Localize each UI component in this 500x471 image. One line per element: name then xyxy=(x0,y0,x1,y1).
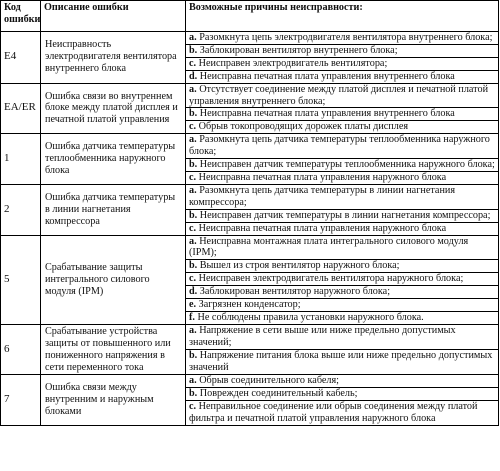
cause-text: Неисправна печатная плата управления внутреннего блока xyxy=(199,108,455,120)
table-row xyxy=(1,375,499,426)
error-code-cell: E4 xyxy=(1,32,41,84)
cause-letter: c. xyxy=(189,222,197,234)
cause-text: Разомкнута цепь электродвигателя вентилятора внутреннего блока; xyxy=(199,32,493,43)
cause-text: Не соблюдены правила установки наружного блока. xyxy=(197,311,424,323)
cause-item xyxy=(186,134,498,159)
error-code-cell: 7 xyxy=(1,375,41,426)
cause-text: Разомкнута цепь датчика температуры в линии нагнетания компрессора; xyxy=(189,184,456,208)
cause-letter: f. xyxy=(189,311,195,323)
cause-letter: d. xyxy=(189,286,198,298)
cause-text: Неисправен электродвигатель вентилятора наружного блока; xyxy=(198,273,464,285)
cause-text: Напряжение питания блока выше или ниже предельно допустимых значений xyxy=(189,349,493,373)
cause-item xyxy=(186,401,498,425)
cause-item xyxy=(186,32,498,45)
causes-cell xyxy=(186,83,499,134)
error-description-cell: Ошибка датчика температуры в линии нагнетания компрессора xyxy=(41,184,186,235)
cause-letter: b. xyxy=(189,260,198,272)
causes-cell xyxy=(186,32,499,84)
cause-text: Загрязнен конденсатор; xyxy=(198,299,301,311)
cause-letter: c. xyxy=(189,121,197,133)
cause-item xyxy=(186,375,498,388)
causes-cell xyxy=(186,235,499,324)
cause-text: Поврежден соединительный кабель; xyxy=(199,388,358,400)
cause-letter: c. xyxy=(189,57,197,69)
cause-letter: b. xyxy=(189,349,198,361)
cause-letter: b. xyxy=(189,44,198,56)
cause-letter: a. xyxy=(189,184,197,196)
cause-letter: c. xyxy=(189,401,197,413)
error-description-cell: Срабатывание устройства защиты от повышенного или пониженного напряжения в сети переменного тока xyxy=(41,324,186,375)
table-row xyxy=(1,32,499,84)
causes-cell xyxy=(186,184,499,235)
cause-item xyxy=(186,260,498,273)
cause-item xyxy=(186,350,498,374)
error-code-cell: 6 xyxy=(1,324,41,375)
cause-text: Вышел из строя вентилятор наружного блока; xyxy=(199,260,400,272)
error-code-cell: EA/ER xyxy=(1,83,41,134)
cause-item xyxy=(186,286,498,299)
cause-text: Неисправна печатная плата управления наружного блока xyxy=(198,222,447,234)
cause-item xyxy=(186,45,498,58)
cause-item xyxy=(186,325,498,350)
cause-item xyxy=(186,312,498,324)
cause-text: Неисправна печатная плата управления наружного блока xyxy=(198,171,447,183)
cause-letter: c. xyxy=(189,273,197,285)
cause-item xyxy=(186,108,498,121)
error-description-cell: Ошибка датчика температуры теплообменника наружного блока xyxy=(41,134,186,185)
cause-letter: a. xyxy=(189,324,197,336)
error-code-cell: 2 xyxy=(1,184,41,235)
cause-text: Отсутствует соединение между платой дисплея и печатной платой управления внутреннего блока; xyxy=(189,83,489,107)
causes-cell xyxy=(186,134,499,185)
cause-text: Заблокирован вентилятор внутреннего блока; xyxy=(199,44,398,56)
error-description-cell: Ошибка связи во внутреннем блоке между платой дисплея и печатной платой управления xyxy=(41,83,186,134)
cause-letter: d. xyxy=(189,70,198,82)
cause-text: Неисправен электродвигатель вентилятора; xyxy=(198,57,388,69)
error-description-cell: Неисправность электродвигателя вентилятора внутреннего блока xyxy=(41,32,186,84)
cause-letter: a. xyxy=(189,32,197,43)
cause-text: Обрыв токопроводящих дорожек платы дисплея xyxy=(198,121,409,133)
cause-item xyxy=(186,159,498,172)
cause-text: Неправильное соединение или обрыв соединения между платой фильтра и печатной платой управления наружного блока xyxy=(189,401,478,425)
cause-text: Разомкнута цепь датчика температуры теплообменника наружного блока; xyxy=(189,134,490,158)
cause-letter: a. xyxy=(189,235,197,247)
cause-item xyxy=(186,210,498,223)
table-row xyxy=(1,184,499,235)
error-code-cell: 1 xyxy=(1,134,41,185)
cause-item xyxy=(186,299,498,312)
header-code: Код ошибки xyxy=(1,1,41,32)
cause-letter: b. xyxy=(189,209,198,221)
causes-cell xyxy=(186,375,499,426)
cause-item xyxy=(186,71,498,83)
cause-item xyxy=(186,185,498,210)
cause-item xyxy=(186,388,498,401)
table-row xyxy=(1,235,499,324)
cause-item xyxy=(186,121,498,133)
error-description-cell: Срабатывание защиты интегрального силового модуля (IPM) xyxy=(41,235,186,324)
cause-text: Обрыв соединительного кабеля; xyxy=(199,375,339,387)
cause-letter: b. xyxy=(189,388,198,400)
cause-letter: a. xyxy=(189,375,197,387)
cause-text: Неисправна печатная плата управления внутреннего блока xyxy=(199,70,455,82)
table-row xyxy=(1,324,499,375)
cause-letter: a. xyxy=(189,134,197,146)
header-description: Описание ошибки xyxy=(41,1,186,32)
cause-item xyxy=(186,273,498,286)
table-body xyxy=(1,32,499,426)
cause-text: Заблокирован вентилятор наружного блока; xyxy=(199,286,391,298)
causes-cell xyxy=(186,324,499,375)
cause-text: Неисправен датчик температуры в линии нагнетания компрессора; xyxy=(199,209,491,221)
cause-letter: e. xyxy=(189,299,197,311)
table-header-row xyxy=(1,1,499,32)
cause-letter: c. xyxy=(189,171,197,183)
cause-letter: b. xyxy=(189,159,198,171)
cause-letter: a. xyxy=(189,83,197,95)
cause-item xyxy=(186,172,498,184)
cause-item xyxy=(186,84,498,109)
cause-text: Неисправна монтажная плата интегрального силового модуля (IPM); xyxy=(189,235,469,259)
cause-text: Напряжение в сети выше или ниже предельно допустимых значений; xyxy=(189,324,456,348)
cause-item xyxy=(186,58,498,71)
error-description-cell: Ошибка связи между внутренним и наружным блоками xyxy=(41,375,186,426)
error-code-cell: 5 xyxy=(1,235,41,324)
cause-item xyxy=(186,236,498,261)
cause-letter: b. xyxy=(189,108,198,120)
cause-text: Неисправен датчик температуры теплообменника наружного блока; xyxy=(199,159,495,171)
header-causes: Возможные причины неисправности: xyxy=(186,1,499,32)
table-row xyxy=(1,134,499,185)
table-row xyxy=(1,83,499,134)
cause-item xyxy=(186,223,498,235)
